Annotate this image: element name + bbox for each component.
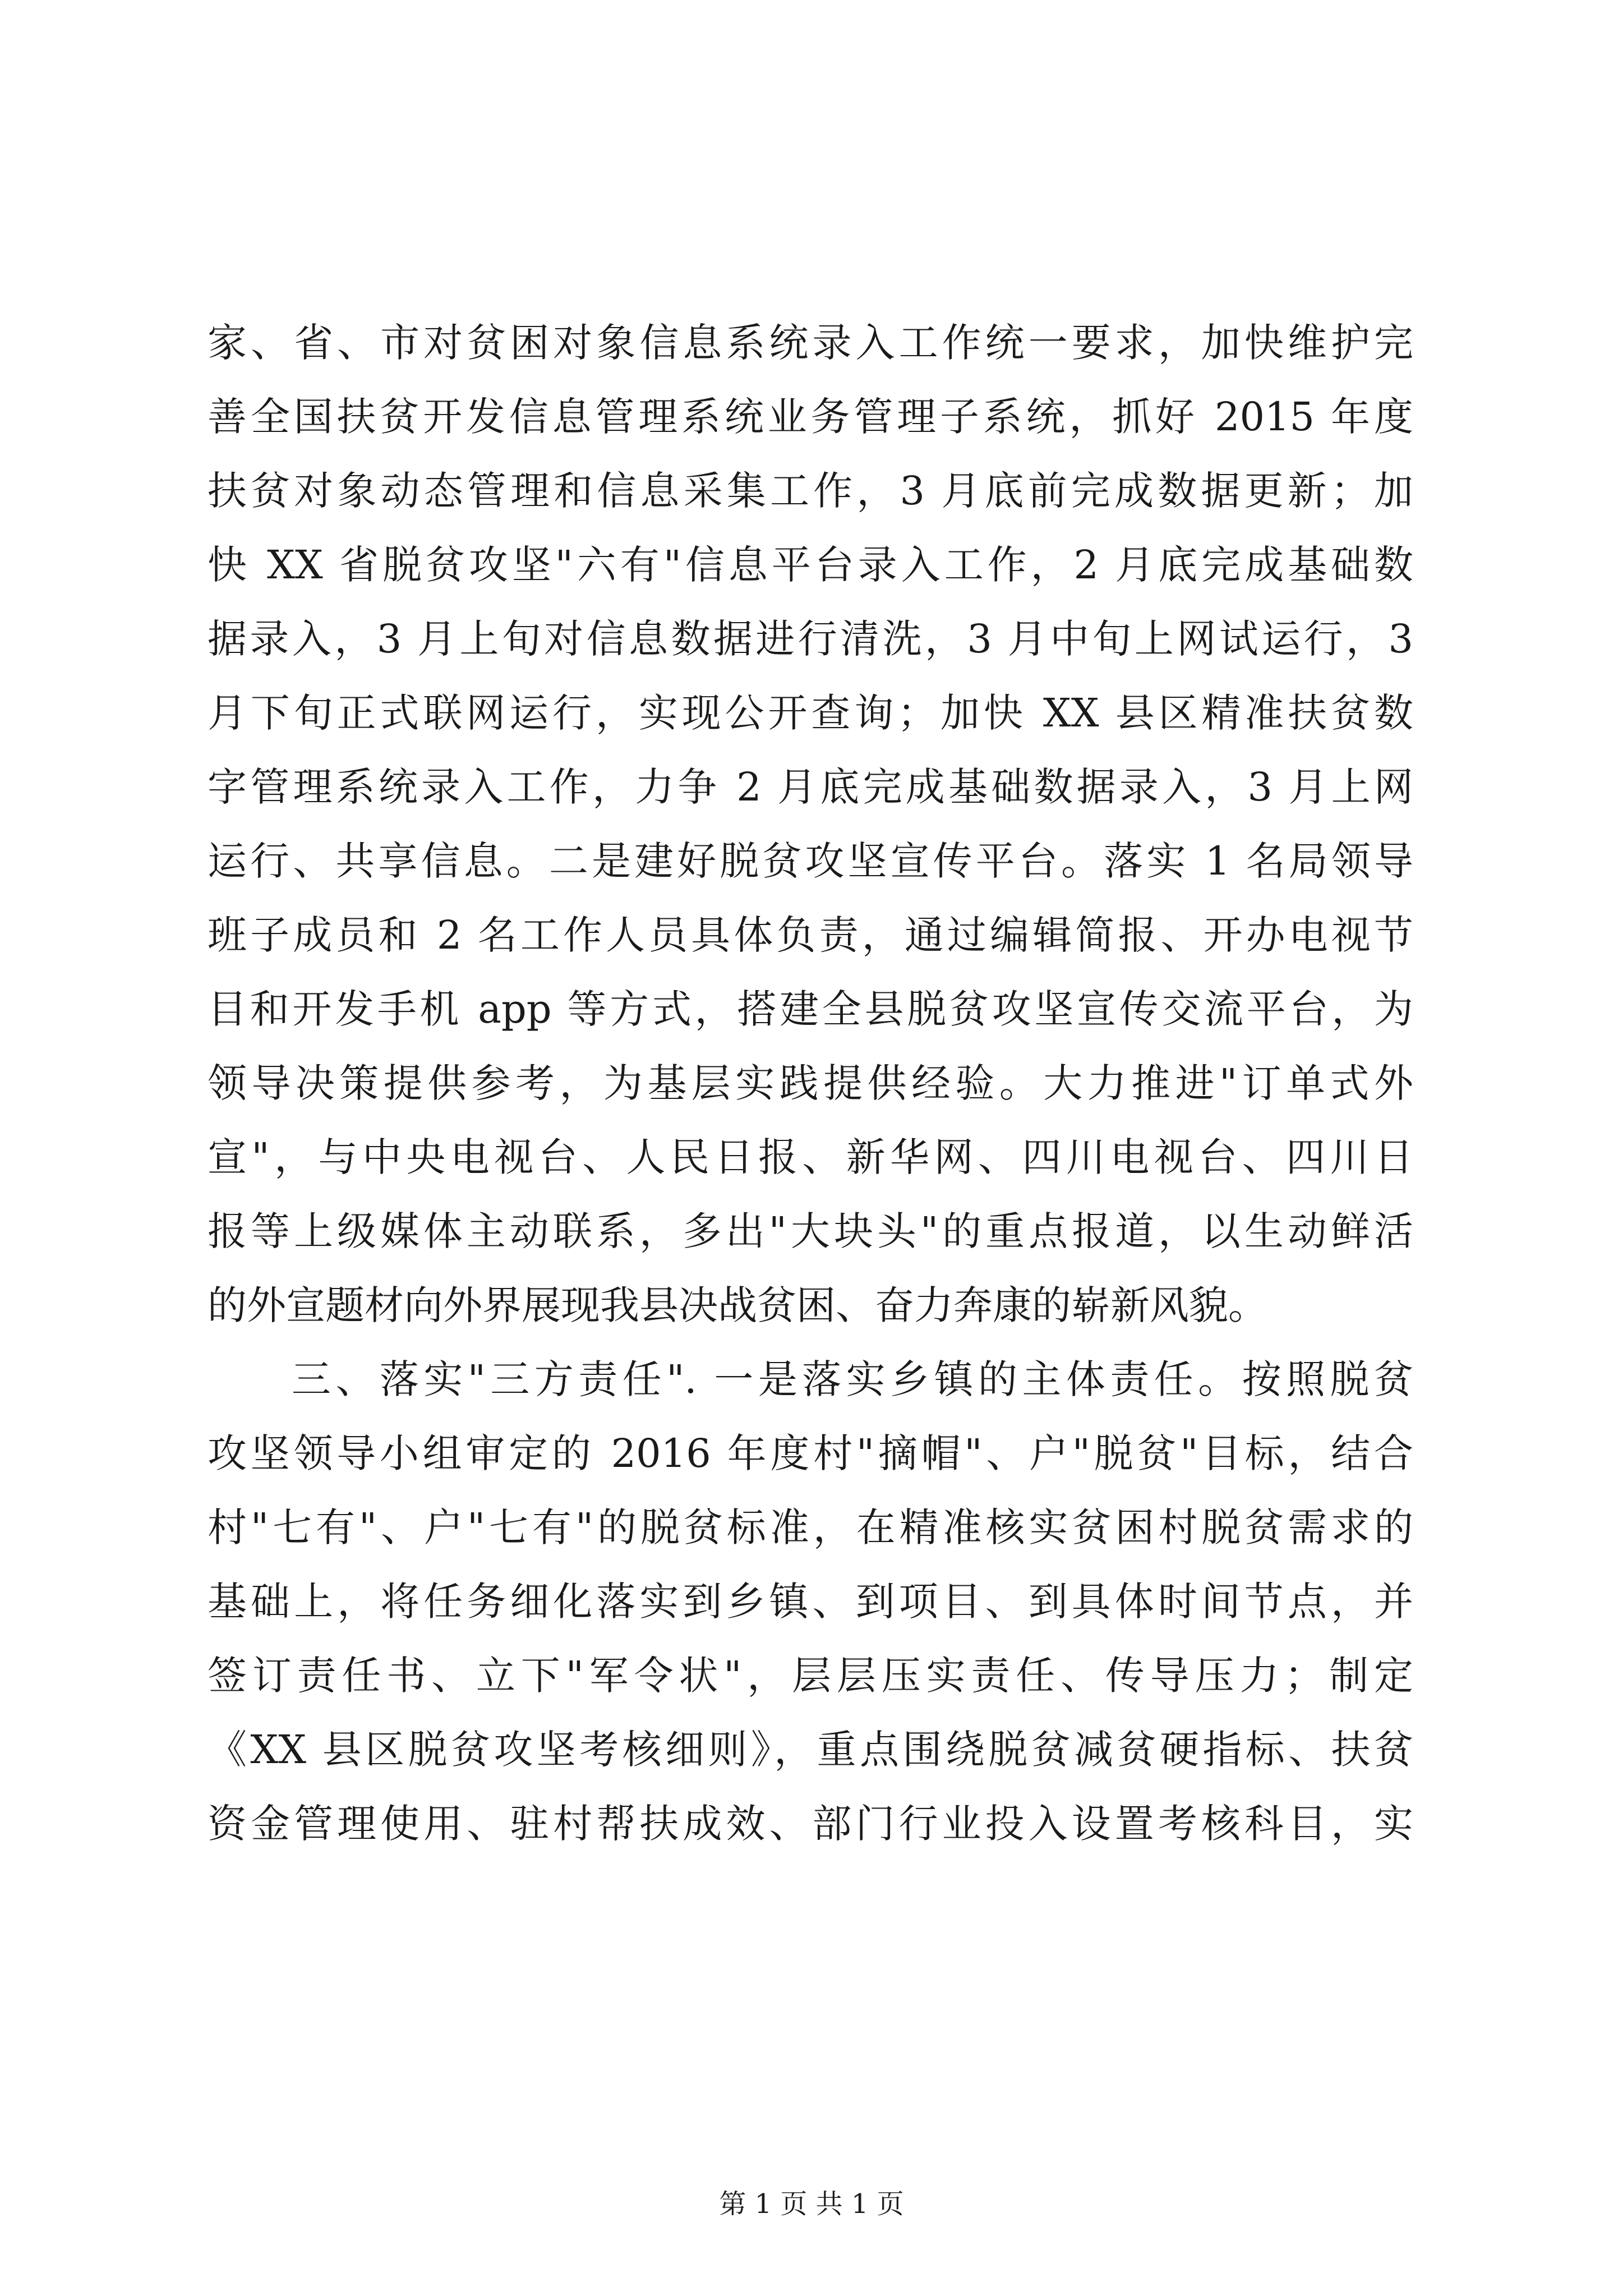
text-line: 家、省、市对贫困对象信息系统录入工作统一要求，加快维护完 (208, 320, 1413, 366)
text-line: 据录入，3 月上旬对信息数据进行清洗，3 月中旬上网试运行，3 (208, 616, 1413, 662)
text-line: 字管理系统录入工作，力争 2 月底完成基础数据录入，3 月上网 (208, 764, 1413, 810)
text-line: 签订责任书、立下"军令状"，层层压实责任、传导压力；制定 (208, 1653, 1413, 1699)
text-line: 报等上级媒体主动联系，多出"大块头"的重点报道，以生动鲜活 (208, 1208, 1413, 1254)
text-line: 宣"，与中央电视台、人民日报、新华网、四川电视台、四川日 (208, 1134, 1413, 1180)
text-line: 善全国扶贫开发信息管理系统业务管理子系统，抓好 2015 年度 (208, 394, 1413, 440)
text-line: 的外宣题材向外界展现我县决战贫困、奋力奔康的崭新风貌。 (208, 1282, 1267, 1328)
text-line: 快 XX 省脱贫攻坚"六有"信息平台录入工作，2 月底完成基础数 (208, 542, 1413, 588)
body-text (208, 306, 1413, 1861)
paragraph-2 (208, 1342, 1413, 1861)
text-line: 扶贫对象动态管理和信息采集工作，3 月底前完成数据更新；加 (208, 468, 1413, 514)
text-line: 三、落实"三方责任". 一是落实乡镇的主体责任。按照脱贫 (292, 1356, 1413, 1402)
text-line: 领导决策提供参考，为基层实践提供经验。大力推进"订单式外 (208, 1060, 1413, 1106)
page-footer: 第 1 页 共 1 页 (719, 2188, 904, 2220)
text-line: 《XX 县区脱贫攻坚考核细则》，重点围绕脱贫减贫硬指标、扶贫 (208, 1727, 1413, 1773)
paragraph-1 (208, 306, 1413, 1342)
text-line: 资金管理使用、驻村帮扶成效、部门行业投入设置考核科目，实 (208, 1801, 1413, 1847)
text-line: 运行、共享信息。二是建好脱贫攻坚宣传平台。落实 1 名局领导 (208, 838, 1413, 884)
text-line: 班子成员和 2 名工作人员具体负责，通过编辑简报、开办电视节 (208, 912, 1413, 958)
text-line: 月下旬正式联网运行，实现公开查询；加快 XX 县区精准扶贫数 (208, 690, 1413, 736)
text-line: 目和开发手机 app 等方式，搭建全县脱贫攻坚宣传交流平台，为 (208, 986, 1413, 1032)
text-line: 攻坚领导小组审定的 2016 年度村"摘帽"、户"脱贫"目标，结合 (208, 1430, 1413, 1476)
text-line: 村"七有"、户"七有"的脱贫标准，在精准核实贫困村脱贫需求的 (208, 1504, 1413, 1550)
text-line: 基础上，将任务细化落实到乡镇、到项目、到具体时间节点，并 (208, 1579, 1413, 1625)
